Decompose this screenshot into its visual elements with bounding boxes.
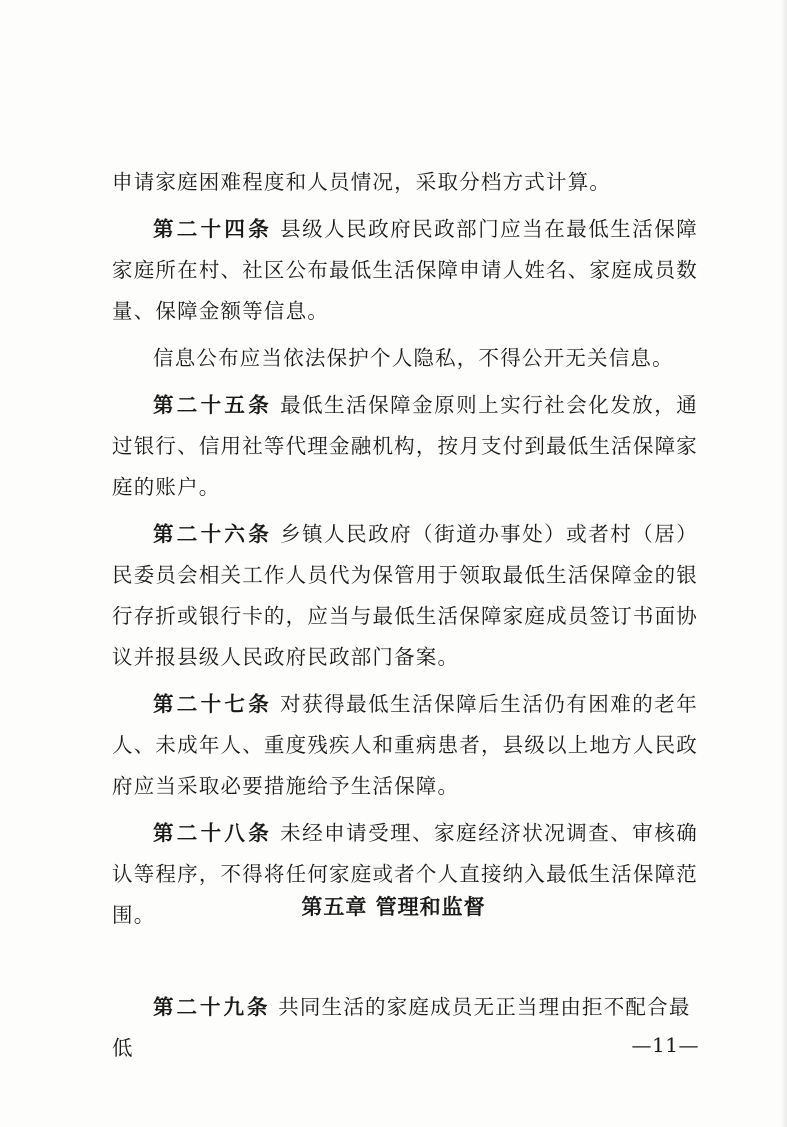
article-number: 第二十六条 (153, 522, 273, 546)
article-number: 第二十八条 (153, 821, 273, 845)
article-25 (112, 385, 698, 508)
article-29 (112, 987, 698, 1069)
article-number: 第二十九条 (153, 994, 271, 1019)
article-26 (112, 514, 698, 678)
article-text: 未经申请受理、家庭经济状况调查、审核确认等程序，不得将任何家庭或者个人直接纳入最低生活保障范围。 (112, 821, 698, 927)
article-24 (112, 209, 698, 332)
article-text: 最低生活保障金原则上实行社会化发放，通过银行、信用社等代理金融机构，按月支付到最低生活保障家庭的账户。 (112, 393, 698, 499)
article-text: 共同生活的家庭成员无正当理由拒不配合最低 (112, 994, 691, 1060)
document-body (112, 162, 698, 936)
article-number: 第二十四条 (153, 217, 273, 241)
article-text: 对获得最低生活保障后生活仍有困难的老年人、未成年人、重度残疾人和重病患者，县级以上地方人民政府应当采取必要措施给予生活保障。 (112, 692, 698, 798)
page-number: —11— (631, 1033, 699, 1057)
paragraph-privacy (112, 338, 698, 379)
article-number: 第二十五条 (153, 393, 273, 417)
paragraph-continuation (112, 162, 698, 203)
article-27 (112, 684, 698, 807)
paragraph-text: 信息公布应当依法保护个人隐私，不得公开无关信息。 (153, 346, 674, 370)
article-number: 第二十七条 (153, 692, 273, 716)
chapter-heading: 第五章 管理和监督 (301, 895, 486, 919)
article-text: 乡镇人民政府（街道办事处）或者村（居）民委员会相关工作人员代为保管用于领取最低生活保障金的银行存折或银行卡的，应当与最低生活保障家庭成员签订书面协议并报县级人民政府民政部门备案。 (112, 522, 698, 669)
page-edge-shadow (781, 0, 787, 1127)
article-text: 县级人民政府民政部门应当在最低生活保障家庭所在村、社区公布最低生活保障申请人姓名、家庭成员数量、保障金额等信息。 (112, 217, 698, 323)
paragraph-text: 申请家庭困难程度和人员情况，采取分档方式计算。 (112, 170, 612, 194)
